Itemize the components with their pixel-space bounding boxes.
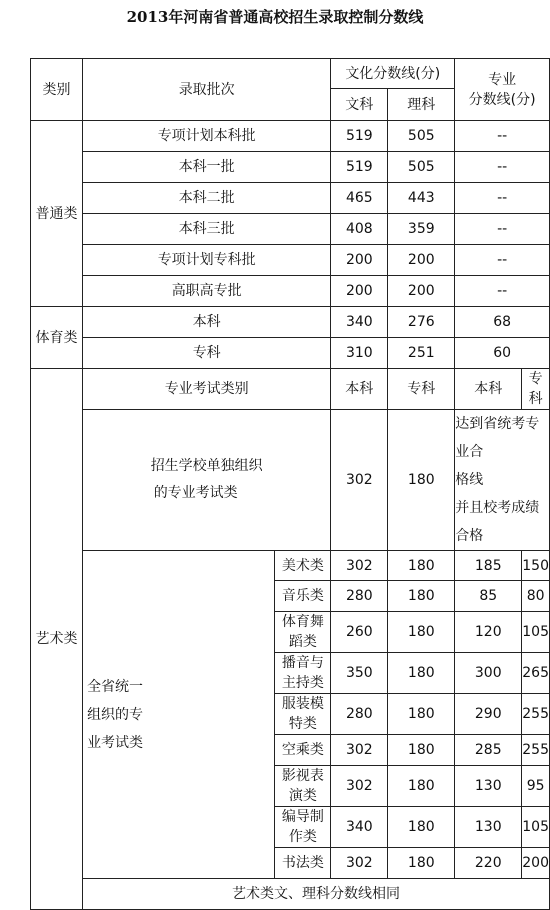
page-title: 2013年河南省普通高校招生录取控制分数线 (126, 8, 424, 26)
header-major-score (455, 59, 550, 121)
sports-major: 60 (455, 338, 550, 369)
art-name: 服装模特类 (275, 694, 331, 735)
general-li: 359 (388, 214, 455, 245)
art-m1: 130 (455, 807, 522, 848)
art-c1: 260 (331, 612, 388, 653)
header-major-line2: 分数线(分) (468, 91, 536, 108)
art-c2: 180 (388, 612, 455, 653)
art-name: 播音与主持类 (275, 653, 331, 694)
art-m2: 255 (522, 735, 550, 766)
art-c2: 180 (388, 653, 455, 694)
art-unified-line1: 全省统一 (87, 678, 144, 695)
art-school-c1: 302 (331, 410, 388, 551)
header-batch: 录取批次 (83, 59, 331, 121)
art-c2: 180 (388, 807, 455, 848)
art-m2: 105 (522, 612, 550, 653)
art-school-major-line3: 并且校考成绩合格 (455, 500, 540, 544)
art-c1: 280 (331, 581, 388, 612)
general-major: -- (455, 152, 550, 183)
general-major: -- (455, 183, 550, 214)
sports-li: 276 (388, 307, 455, 338)
general-li: 443 (388, 183, 455, 214)
art-c2: 180 (388, 551, 455, 581)
art-name: 书法类 (275, 848, 331, 879)
art-school-line2: 的专业考试类 (153, 485, 238, 501)
general-batch: 本科二批 (83, 183, 331, 214)
general-batch: 高职高专批 (83, 276, 331, 307)
general-batch: 专项计划本科批 (83, 121, 331, 152)
general-batch: 本科三批 (83, 214, 331, 245)
art-name: 编导制作类 (275, 807, 331, 848)
art-school-type (83, 410, 331, 551)
sports-category: 体育类 (31, 307, 83, 369)
sports-batch: 专科 (83, 338, 331, 369)
header-li: 理科 (388, 89, 455, 121)
art-school-major (455, 410, 550, 551)
art-name: 影视表演类 (275, 766, 331, 807)
general-wen: 200 (331, 276, 388, 307)
art-m1: 185 (455, 551, 522, 581)
sports-major: 68 (455, 307, 550, 338)
art-c1: 302 (331, 848, 388, 879)
art-m2: 80 (522, 581, 550, 612)
art-note: 艺术类文、理科分数线相同 (83, 879, 550, 910)
art-school-c2: 180 (388, 410, 455, 551)
general-wen: 408 (331, 214, 388, 245)
art-m1: 300 (455, 653, 522, 694)
header-wen: 文科 (331, 89, 388, 121)
general-wen: 200 (331, 245, 388, 276)
art-name: 音乐类 (275, 581, 331, 612)
art-c2: 180 (388, 581, 455, 612)
art-school-line1: 招生学校单独组织 (150, 458, 263, 474)
general-wen: 465 (331, 183, 388, 214)
art-m2: 200 (522, 848, 550, 879)
art-m1: 120 (455, 612, 522, 653)
art-c1: 340 (331, 807, 388, 848)
art-c2: 180 (388, 735, 455, 766)
art-c2: 180 (388, 848, 455, 879)
art-m2: 105 (522, 807, 550, 848)
general-major: -- (455, 276, 550, 307)
general-wen: 519 (331, 152, 388, 183)
art-m1: 285 (455, 735, 522, 766)
art-c2: 180 (388, 694, 455, 735)
sports-wen: 340 (331, 307, 388, 338)
general-li: 200 (388, 276, 455, 307)
sports-wen: 310 (331, 338, 388, 369)
general-major: -- (455, 245, 550, 276)
art-m1: 130 (455, 766, 522, 807)
art-unified-line2: 组织的专 (87, 706, 144, 723)
art-m2: 255 (522, 694, 550, 735)
art-subheader-c1: 本科 (331, 369, 388, 410)
general-li: 505 (388, 121, 455, 152)
general-wen: 519 (331, 121, 388, 152)
art-m1: 220 (455, 848, 522, 879)
art-c1: 302 (331, 735, 388, 766)
header-category: 类别 (31, 59, 83, 121)
general-major: -- (455, 121, 550, 152)
art-m2: 150 (522, 551, 550, 581)
general-li: 505 (388, 152, 455, 183)
score-table (30, 58, 550, 910)
general-li: 200 (388, 245, 455, 276)
art-c1: 302 (331, 551, 388, 581)
art-school-major-line2: 格线 (455, 472, 484, 488)
art-school-major-line1: 达到省统考专业合 (455, 416, 540, 460)
art-subheader-m2: 专科 (522, 369, 550, 410)
art-c1: 350 (331, 653, 388, 694)
general-batch: 专项计划专科批 (83, 245, 331, 276)
header-culture-score: 文化分数线(分) (331, 59, 455, 89)
art-m2: 265 (522, 653, 550, 694)
general-category: 普通类 (31, 121, 83, 307)
art-name: 空乘类 (275, 735, 331, 766)
art-c1: 280 (331, 694, 388, 735)
sports-li: 251 (388, 338, 455, 369)
sports-batch: 本科 (83, 307, 331, 338)
general-major: -- (455, 214, 550, 245)
art-m1: 85 (455, 581, 522, 612)
art-c2: 180 (388, 766, 455, 807)
art-category: 艺术类 (31, 369, 83, 910)
art-subheader-type: 专业考试类别 (83, 369, 331, 410)
art-subheader-c2: 专科 (388, 369, 455, 410)
art-subheader-m1: 本科 (455, 369, 522, 410)
art-m1: 290 (455, 694, 522, 735)
general-batch: 本科一批 (83, 152, 331, 183)
art-unified-type (83, 551, 275, 879)
art-m2: 95 (522, 766, 550, 807)
art-name: 体育舞蹈类 (275, 612, 331, 653)
header-major-line1: 专业 (488, 71, 517, 88)
art-name: 美术类 (275, 551, 331, 581)
art-c1: 302 (331, 766, 388, 807)
art-unified-line3: 业考试类 (87, 734, 144, 751)
